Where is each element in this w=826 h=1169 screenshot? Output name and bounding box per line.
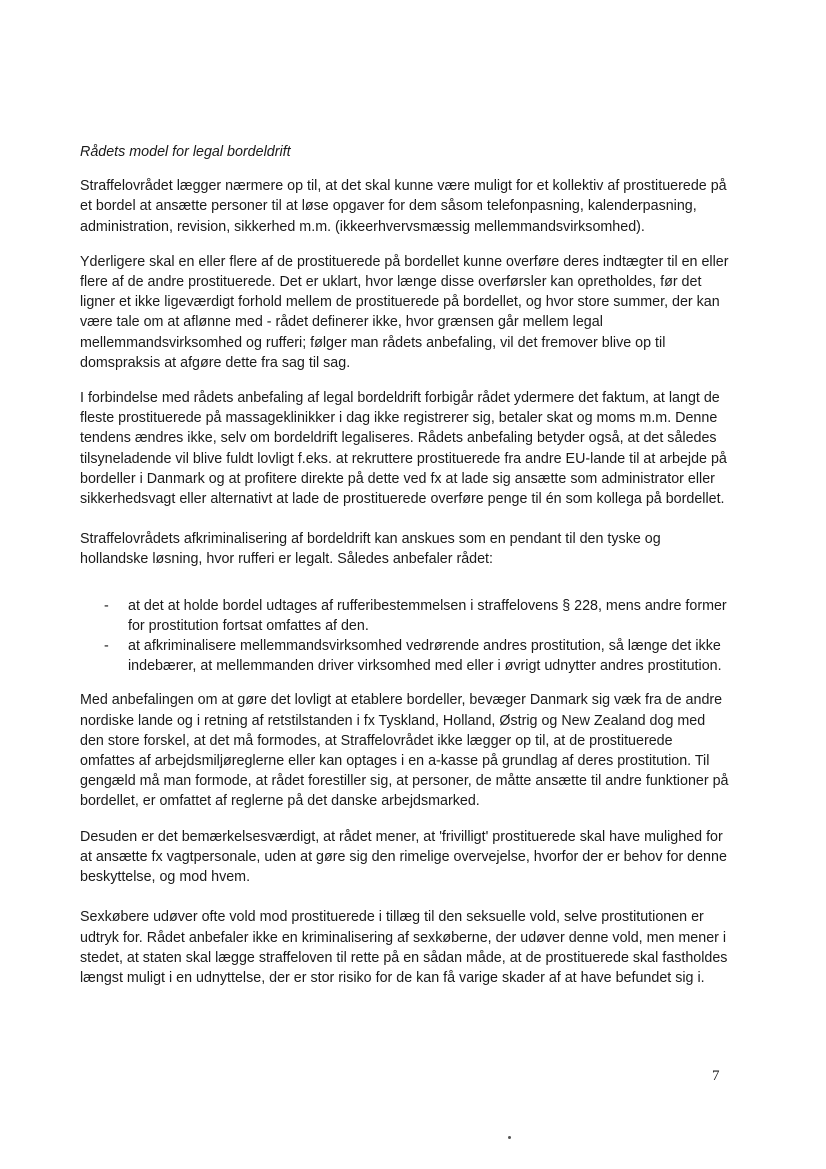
paragraph: Sexkøbere udøver ofte vold mod prostituerede i tillæg til den seksuelle vold, selve prostitutionen er udtryk for. Rådet anbefaler ikke en kriminalisering af sexkøberne, der udøver denne vold, men mener i stedet, at staten skal lægge straffeloven til rette på en sådan måde, at de prostituerede skal fastholdes længst muligt i en udnyttelse, der er stor risiko for de kan få varige skader af at have befundet sig i. xyxy=(80,909,728,986)
paragraph: Yderligere skal en eller flere af de prostituerede på bordellet kunne overføre deres indtægter til en eller flere af de andre prostituerede. Det er uklart, hvor længe disse overførsler kan opretholdes, før det ligner et ikke ligeværdigt forhold mellem de prostituerede på bordellet, og hvor store summer, der kan være tale om at aflønne med - rådet definerer ikke, hvor grænsen går mellem legal mellemmandsvirksomhed og rufferi; følger man rådets anbefaling, vil det fremover blive op til domspraksis at afgøre dette fra sag til sag. xyxy=(80,253,729,371)
bullet-dash: - xyxy=(104,638,109,655)
paragraph: I forbindelse med rådets anbefaling af legal bordeldrift forbigår rådet ydermere det faktum, at langt de fleste prostituerede på massageklinikker i dag ikke registrerer sig, betaler skat og moms m.m. Denne tendens ændres ikke, selv om bordeldrift legaliseres. Rådets anbefaling betyder også, at det således tilsyneladende vil blive fuldt lovligt f.eks. at rekruttere prostituerede fra andre EU-lande til at arbejde på bordeller i Danmark og at profitere direkte på dette ved fx at lade sig ansætte som administrator eller sikkerhedsvagt eller alternativt at lade de prostituerede overføre penge til én som kollega på bordellet. xyxy=(80,390,727,508)
list-item-text: at afkriminalisere mellemmandsvirksomhed vedrørende andres prostitution, så længe det ikke indebærer, at mellemmanden driver virksomhed med eller i øvrigt udnytter andres prostitution. xyxy=(128,638,722,675)
list-item xyxy=(80,636,730,676)
list-item-text: at det at holde bordel udtages af rufferibestemmelsen i straffelovens § 228, mens andre former for prostitution fortsat omfattes af den. xyxy=(128,597,727,634)
page-number: 7 xyxy=(712,1068,720,1084)
scan-speck xyxy=(508,1136,511,1139)
bullet-dash: - xyxy=(104,597,109,614)
paragraph: Med anbefalingen om at gøre det lovligt at etablere bordeller, bevæger Danmark sig væk fra de andre nordiske lande og i retning af retstilstanden i fx Tyskland, Holland, Østrig og New Zealand dog med den store forskel, at det må formodes, at Straffelovrådet ikke lægger op til, at de prostituerede omfattes af arbejdsmiljøreglerne eller kan optages i en a-kasse på grundlag af deres prostitution. Til gengæld må man formode, at rådet forestiller sig, at personer, de måtte ansætte til andre funktioner på bordellet, er omfattet af reglerne på det danske arbejdsmarked. xyxy=(80,692,729,810)
paragraph: Desuden er det bemærkelsesværdigt, at rådet mener, at 'frivilligt' prostituerede skal have mulighed for at ansætte fx vagtpersonale, uden at gøre sig den rimelige overvejelse, hvorfor der er behov for denne beskyttelse, og mod hvem. xyxy=(80,828,727,886)
document-body xyxy=(80,142,730,1003)
paragraph: Straffelovrådets afkriminalisering af bordeldrift kan anskues som en pendant til den tyske og hollandske løsning, hvor rufferi er legalt. Således anbefaler rådet: xyxy=(80,531,661,568)
paragraph: Straffelovrådet lægger nærmere op til, at det skal kunne være muligt for et kollektiv af prostituerede på et bordel at ansætte personer til at løse opgaver for dem såsom telefonpasning, kalenderpasning, administration, revision, sikkerhed m.m. (ikkeerhvervsmæssig mellemmandsvirksomhed). xyxy=(80,178,727,235)
section-heading: Rådets model for legal bordeldrift xyxy=(80,144,291,160)
list-item xyxy=(80,596,730,636)
recommendation-list xyxy=(80,596,730,677)
